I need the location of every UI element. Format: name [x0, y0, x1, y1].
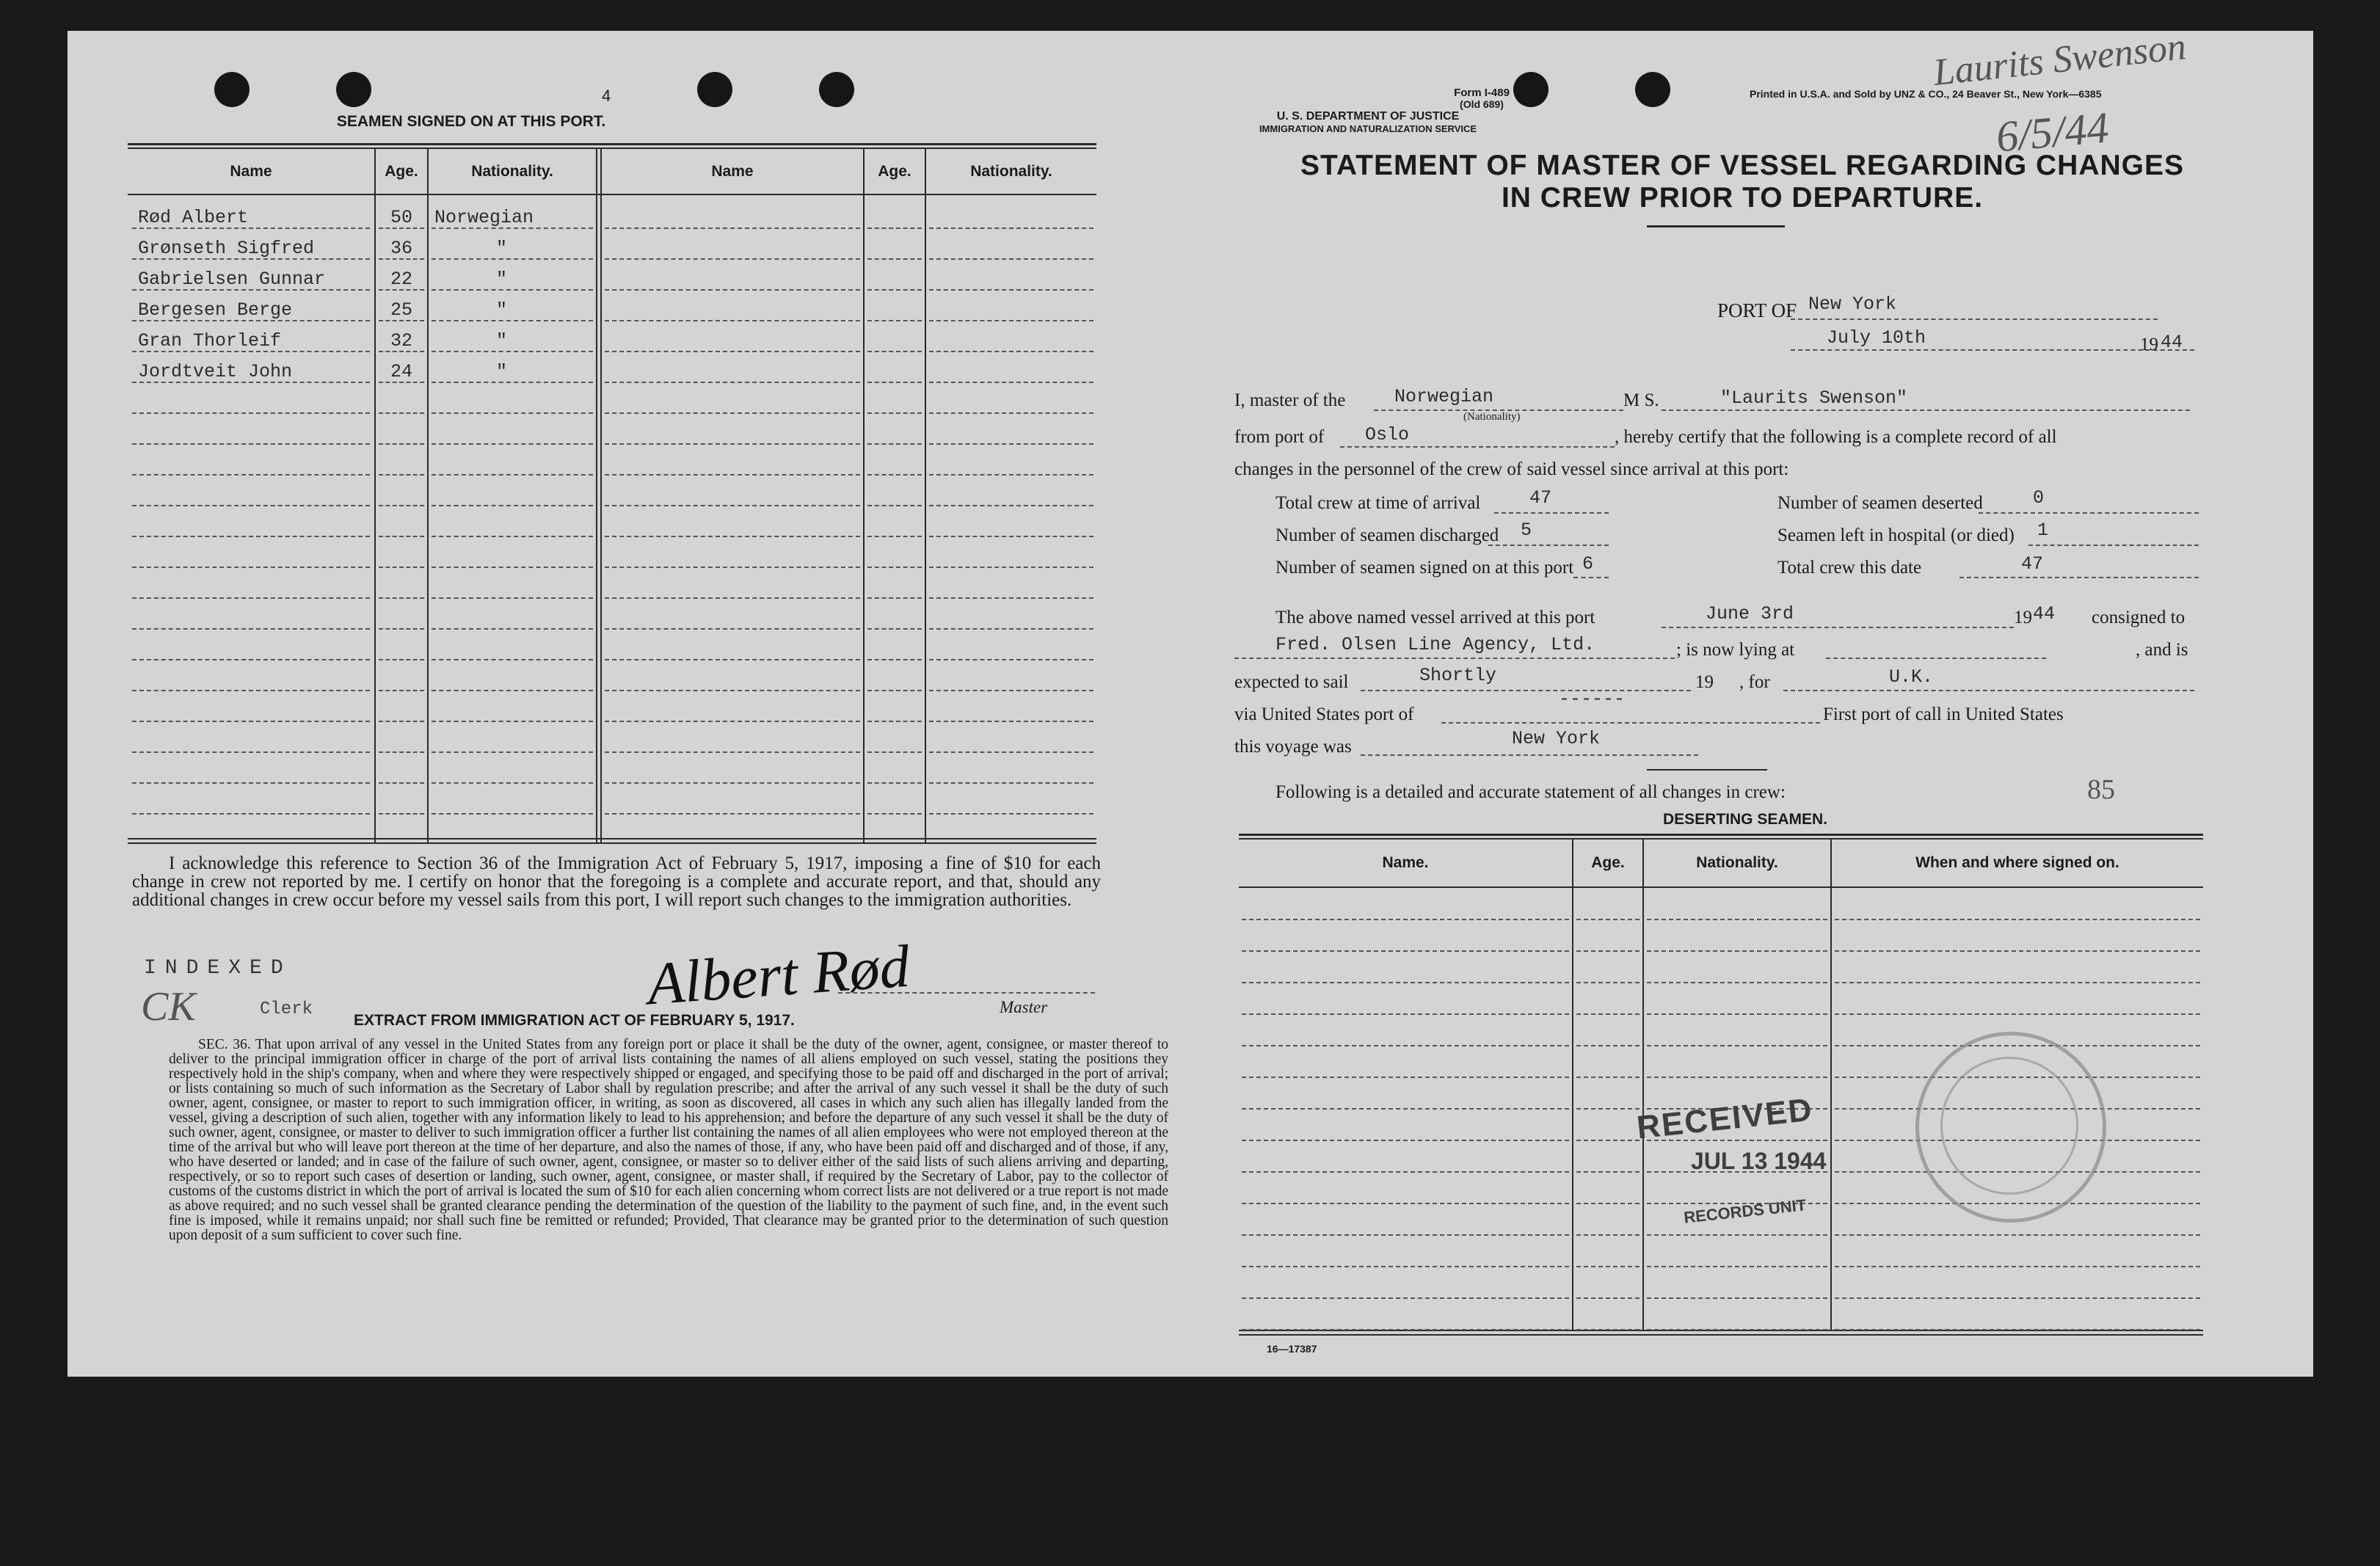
master-signature: Albert Rød: [645, 932, 912, 1018]
crew-nationality: ": [496, 330, 508, 352]
row-line: [1576, 1077, 1640, 1078]
service: IMMIGRATION AND NATURALIZATION SERVICE: [1259, 123, 1477, 134]
master-of-label: I, master of the: [1234, 390, 1346, 410]
row-line: [929, 227, 1093, 229]
hospital-value: 1: [2037, 520, 2049, 541]
printer-line: Printed in U.S.A. and Sold by UNZ & CO., 24 Beaver St., New York—6385: [1750, 88, 2102, 100]
crew-nationality: Norwegian: [434, 207, 534, 228]
row-line: [432, 505, 593, 506]
row-line: [132, 782, 370, 784]
for-label: , for: [1739, 672, 1770, 692]
master-label: Master: [1000, 998, 1048, 1016]
col-header-name-2: Name: [711, 163, 754, 180]
total-date-value: 47: [2021, 553, 2044, 575]
deserting-col-name: Name.: [1382, 854, 1429, 871]
expected-value: Shortly: [1419, 665, 1497, 686]
discharged-label: Number of seamen discharged: [1275, 525, 1499, 545]
row-line: [132, 443, 370, 445]
row-line: [1576, 1013, 1640, 1015]
row-line: [1242, 1297, 1569, 1299]
form-code: 16—17387: [1267, 1343, 1317, 1355]
vessel-name: "Laurits Swenson": [1720, 387, 1908, 409]
row-line: [1242, 982, 1569, 983]
sail-year-prefix: 19: [1695, 672, 1714, 692]
punch-hole: [697, 72, 732, 107]
row-line: [1835, 1329, 2200, 1330]
row-line: [867, 320, 922, 321]
row-line: [867, 782, 922, 784]
row-line: [867, 690, 922, 691]
row-line: [605, 536, 860, 537]
crew-nationality: ": [496, 299, 508, 321]
row-line: [929, 505, 1093, 506]
row-line: [929, 289, 1093, 291]
row-line: [605, 474, 860, 476]
row-line: [867, 289, 922, 291]
via-label: via United States port of: [1234, 704, 1414, 724]
row-line: [1242, 950, 1569, 952]
signed-on-label: Number of seamen signed on at this port: [1275, 558, 1574, 578]
and-is-label: , and is: [2136, 640, 2188, 660]
row-line: [1242, 1234, 1569, 1236]
row-line: [379, 505, 424, 506]
row-line: [1835, 1297, 2200, 1299]
row-line: [605, 751, 860, 753]
first-port-label: First port of call in United States: [1823, 704, 2064, 724]
right-page: [1177, 26, 2313, 1377]
row-line: [929, 320, 1093, 321]
crew-name: Gabrielsen Gunnar: [138, 269, 326, 290]
row-line: [605, 567, 860, 568]
row-line: [432, 597, 593, 599]
row-line: [929, 412, 1093, 414]
row-line: [605, 628, 860, 630]
row-line: [605, 813, 860, 815]
row-line: [1647, 1045, 1827, 1046]
deserted-label: Number of seamen deserted: [1777, 493, 1983, 513]
row-line: [132, 751, 370, 753]
row-line: [1242, 919, 1569, 920]
row-line: [379, 659, 424, 660]
row-line: [432, 690, 593, 691]
col-header-age-2: Age.: [878, 163, 911, 180]
row-line: [1647, 1329, 1827, 1330]
form-number: Form I-489: [1454, 87, 1510, 99]
row-line: [929, 721, 1093, 722]
col-header-nationality: Nationality.: [471, 163, 553, 180]
row-line: [867, 659, 922, 660]
page-count: 85: [2087, 774, 2115, 805]
row-line: [605, 782, 860, 784]
clerk-initials: CK: [141, 984, 196, 1030]
row-line: [605, 721, 860, 722]
row-line: [1576, 1140, 1640, 1141]
row-line: [379, 474, 424, 476]
row-line: [132, 597, 370, 599]
total-date-label: Total crew this date: [1777, 558, 1922, 578]
clerk-label: Clerk: [260, 999, 313, 1019]
voyage-label: this voyage was: [1234, 737, 1352, 757]
total-arrival-value: 47: [1529, 487, 1552, 509]
row-line: [432, 382, 593, 383]
row-line: [1835, 1234, 2200, 1236]
department: U. S. DEPARTMENT OF JUSTICE: [1276, 110, 1460, 123]
crew-nationality: ": [496, 361, 508, 382]
punch-hole: [336, 72, 371, 107]
row-line: [867, 567, 922, 568]
row-line: [929, 567, 1093, 568]
row-line: [1835, 1266, 2200, 1267]
nationality-value: Norwegian: [1394, 386, 1494, 407]
col-header-nationality-2: Nationality.: [970, 163, 1052, 180]
row-line: [605, 443, 860, 445]
deserting-title: DESERTING SEAMEN.: [1662, 811, 1828, 828]
row-line: [1835, 919, 2200, 920]
row-line: [1576, 950, 1640, 952]
row-line: [867, 227, 922, 229]
deserting-table-top: [1239, 834, 2203, 836]
crew-age: 25: [390, 299, 413, 321]
records-unit-stamp: RECORDS UNIT: [1683, 1195, 1808, 1227]
indexed-stamp: INDEXED: [144, 957, 292, 980]
received-stamp: RECEIVED: [1635, 1091, 1815, 1146]
crew-name: Gran Thorleif: [138, 330, 282, 352]
voyage-value: New York: [1512, 728, 1601, 749]
received-date: JUL 13 1944: [1691, 1148, 1827, 1174]
row-line: [432, 474, 593, 476]
row-line: [1647, 919, 1827, 920]
following-text: Following is a detailed and accurate statement of all changes in crew:: [1275, 782, 1786, 802]
row-line: [1242, 1266, 1569, 1267]
row-line: [432, 751, 593, 753]
row-line: [929, 659, 1093, 660]
row-line: [867, 443, 922, 445]
row-line: [1576, 1203, 1640, 1204]
row-line: [1242, 1108, 1569, 1110]
row-line: [929, 382, 1093, 383]
row-line: [379, 597, 424, 599]
row-line: [1576, 982, 1640, 983]
row-line: [432, 721, 593, 722]
row-line: [1647, 1297, 1827, 1299]
col-header-name: Name: [230, 163, 272, 180]
row-line: [432, 813, 593, 815]
crew-nationality: ": [496, 269, 508, 290]
row-line: [605, 320, 860, 321]
row-line: [132, 567, 370, 568]
handwritten-vessel: Laurits Swenson: [1931, 26, 2188, 94]
row-line: [1647, 1077, 1827, 1078]
row-line: [379, 412, 424, 414]
row-line: [132, 813, 370, 815]
row-line: [379, 690, 424, 691]
expected-label: expected to sail: [1234, 672, 1349, 692]
row-line: [867, 474, 922, 476]
row-line: [1835, 950, 2200, 952]
arrived-label: The above named vessel arrived at this port: [1275, 608, 1595, 627]
row-line: [605, 505, 860, 506]
deserting-col-nationality: Nationality.: [1696, 854, 1778, 871]
signed-on-value: 6: [1582, 553, 1594, 575]
row-line: [1576, 1234, 1640, 1236]
deserting-col-signed-on: When and where signed on.: [1915, 854, 2119, 871]
crew-age: 50: [390, 207, 413, 228]
via-value: ------: [1559, 688, 1626, 710]
row-line: [1576, 1329, 1640, 1330]
row-line: [1647, 1266, 1827, 1267]
crew-name: Grønseth Sigfred: [138, 238, 315, 259]
row-line: [867, 751, 922, 753]
row-line: [432, 659, 593, 660]
section-title: SEAMEN SIGNED ON AT THIS PORT.: [336, 113, 606, 130]
crew-age: 36: [390, 238, 413, 259]
row-line: [379, 782, 424, 784]
crew-name: Jordtveit John: [138, 361, 293, 382]
crew-name: Bergesen Berge: [138, 299, 293, 321]
row-line: [132, 628, 370, 630]
col-header-age: Age.: [385, 163, 418, 180]
row-line: [132, 690, 370, 691]
row-line: [132, 412, 370, 414]
discharged-value: 5: [1521, 520, 1532, 541]
lying-label: ; is now lying at: [1676, 640, 1795, 660]
port-label: PORT OF: [1717, 299, 1797, 321]
row-line: [1242, 1077, 1569, 1078]
extract-text: SEC. 36. That upon arrival of any vessel in the United States from any foreign port or place it shall be the duty of the owner, agent, consignee, or master thereof to deliver to the principal immigration officer in charge of the port of arrival lists containing the names of all aliens employed on such vessel, stating the positions they respectively hold in the ship's company, when and where they were respectively shipped or engaged, and specifying those to be paid off and discharged in the port of arrival; or lists containing so much of such information as the Secretary of Labor shall by regulation prescribe; and after the arrival of any such vessel it shall be the duty of such owner, agent, consignee, or master to report to such immigration officer, in writing, as soon as discovered, all cases in which any such alien has illegally landed from the vessel, giving a description of such alien, together with any information likely to lead to his apprehension; and before the departure of any such vessel it shall be the duty of such owner, agent, consignee, or master to deliver to such immigration officer a further list containing the names of all alien employees who were not employed thereon at the time of the arrival but who will leave port thereon at the time of her departure, and also the names of those, if any, who have been paid off and discharged and of those, if any, who have deserted or landed; and in case of the failure of such owner, agent, consignee, or master so to deliver either of the said lists of such aliens arriving and departing, respectively, or so to report such cases of desertion or landing, such owner, agent, consignee, or master shall, if required by the Secretary of Labor, pay to the collector of customs of the customs district in which the port of arrival is located the sum of $10 for each alien concerning whom correct lists are not delivered or a true report is not made as above required; and no such vessel shall be granted clearance pending the determination of the question of the liability to the payment of such fine, and, in the event such fine is imposed, while it remains unpaid; nor shall such fine be remitted or refunded; Provided, That clearance may be granted prior to the determination of such question upon deposit of a sum sufficient to cover such fine.: [169, 1037, 1168, 1243]
row-line: [867, 628, 922, 630]
row-line: [867, 721, 922, 722]
from-port-value: Oslo: [1365, 424, 1410, 445]
row-line: [605, 597, 860, 599]
row-line: [132, 505, 370, 506]
row-line: [605, 412, 860, 414]
row-line: [132, 474, 370, 476]
row-line: [379, 536, 424, 537]
row-line: [929, 690, 1093, 691]
row-line: [867, 597, 922, 599]
hospital-label: Seamen left in hospital (or died): [1777, 525, 2015, 545]
row-line: [379, 628, 424, 630]
year-value: 44: [2161, 332, 2183, 353]
consignee: Fred. Olsen Line Agency, Ltd.: [1275, 634, 1595, 655]
arrived-value: June 3rd: [1706, 603, 1794, 624]
form-title-line2: IN CREW PRIOR TO DEPARTURE.: [1501, 182, 1984, 214]
ms-label: M S.: [1623, 390, 1659, 410]
row-line: [867, 412, 922, 414]
row-line: [1647, 950, 1827, 952]
crew-age: 22: [390, 269, 413, 290]
row-line: [1242, 1203, 1569, 1204]
date-value: July 10th: [1827, 327, 1926, 349]
row-line: [929, 351, 1093, 352]
certify-text: , hereby certify that the following is a complete record of all: [1615, 427, 2057, 447]
row-line: [867, 505, 922, 506]
row-line: [432, 536, 593, 537]
row-line: [929, 258, 1093, 260]
crew-age: 32: [390, 330, 413, 352]
acknowledgement-text: I acknowledge this reference to Section 36 of the Immigration Act of February 5, 1917, imposing a fine of $10 for each change in crew not reported by me. I certify on honor that the foregoing is a complete and accurate report, and that, should any additional changes in crew occur before my vessel sails from this port, I will report such changes to the immigration authorities.: [132, 853, 1101, 910]
row-line: [867, 351, 922, 352]
row-line: [1576, 1297, 1640, 1299]
page-number: 4: [602, 87, 611, 105]
row-line: [1576, 1266, 1640, 1267]
total-arrival-label: Total crew at time of arrival: [1275, 493, 1481, 513]
row-line: [929, 597, 1093, 599]
row-line: [432, 258, 593, 260]
row-line: [432, 443, 593, 445]
from-port-label: from port of: [1234, 427, 1325, 447]
row-line: [432, 782, 593, 784]
row-line: [1835, 1013, 2200, 1015]
row-line: [1647, 982, 1827, 983]
row-line: [1835, 982, 2200, 983]
punch-hole: [214, 72, 250, 107]
left-page: [68, 31, 1177, 1377]
form-title-line1: STATEMENT OF MASTER OF VESSEL REGARDING CHANGES: [1300, 150, 2185, 181]
row-line: [1576, 919, 1640, 920]
arrival-year-prefix: 19: [2014, 608, 2032, 627]
row-line: [867, 813, 922, 815]
deserting-col-age: Age.: [1591, 854, 1625, 871]
row-line: [379, 813, 424, 815]
row-line: [432, 351, 593, 352]
row-line: [132, 721, 370, 722]
row-line: [379, 751, 424, 753]
row-line: [432, 320, 593, 321]
extract-title: EXTRACT FROM IMMIGRATION ACT OF FEBRUARY 5, 1917.: [354, 1012, 795, 1029]
row-line: [379, 721, 424, 722]
row-line: [605, 351, 860, 352]
row-line: [1242, 1171, 1569, 1173]
row-line: [929, 474, 1093, 476]
for-value: U.K.: [1889, 666, 1934, 688]
port-value: New York: [1808, 294, 1897, 315]
row-line: [605, 382, 860, 383]
row-line: [132, 659, 370, 660]
row-line: [605, 227, 860, 229]
row-line: [132, 536, 370, 537]
year-prefix: 19: [2140, 335, 2158, 354]
row-line: [929, 443, 1093, 445]
punch-hole: [1635, 72, 1670, 107]
row-line: [1242, 1045, 1569, 1046]
row-line: [867, 382, 922, 383]
crew-name: Rød Albert: [138, 207, 249, 228]
row-line: [1647, 1234, 1827, 1236]
row-line: [867, 258, 922, 260]
row-line: [929, 628, 1093, 630]
row-line: [432, 412, 593, 414]
row-line: [1242, 1329, 1569, 1330]
punch-hole: [819, 72, 854, 107]
row-line: [1242, 1140, 1569, 1141]
row-line: [432, 628, 593, 630]
row-line: [1576, 1108, 1640, 1110]
row-line: [867, 536, 922, 537]
row-line: [432, 567, 593, 568]
changes-text: changes in the personnel of the crew of said vessel since arrival at this port:: [1234, 459, 1789, 479]
row-line: [432, 289, 593, 291]
row-line: [929, 813, 1093, 815]
row-line: [605, 289, 860, 291]
row-line: [379, 443, 424, 445]
table-top-rule: [128, 143, 1096, 145]
row-line: [605, 659, 860, 660]
consigned-label: consigned to: [2092, 608, 2186, 627]
row-line: [1242, 1013, 1569, 1015]
row-line: [929, 536, 1093, 537]
row-line: [1576, 1045, 1640, 1046]
row-line: [605, 258, 860, 260]
nationality-caption: (Nationality): [1463, 411, 1521, 423]
row-line: [605, 690, 860, 691]
form-old: (Old 689): [1460, 98, 1504, 110]
row-line: [1576, 1171, 1640, 1173]
deserted-value: 0: [2033, 487, 2045, 509]
row-line: [379, 567, 424, 568]
arrival-year: 44: [2033, 603, 2056, 624]
crew-nationality: ": [496, 238, 508, 259]
row-line: [929, 751, 1093, 753]
row-line: [929, 782, 1093, 784]
row-line: [1647, 1013, 1827, 1015]
crew-age: 24: [390, 361, 413, 382]
handwritten-date: 6/5/44: [1994, 103, 2111, 161]
